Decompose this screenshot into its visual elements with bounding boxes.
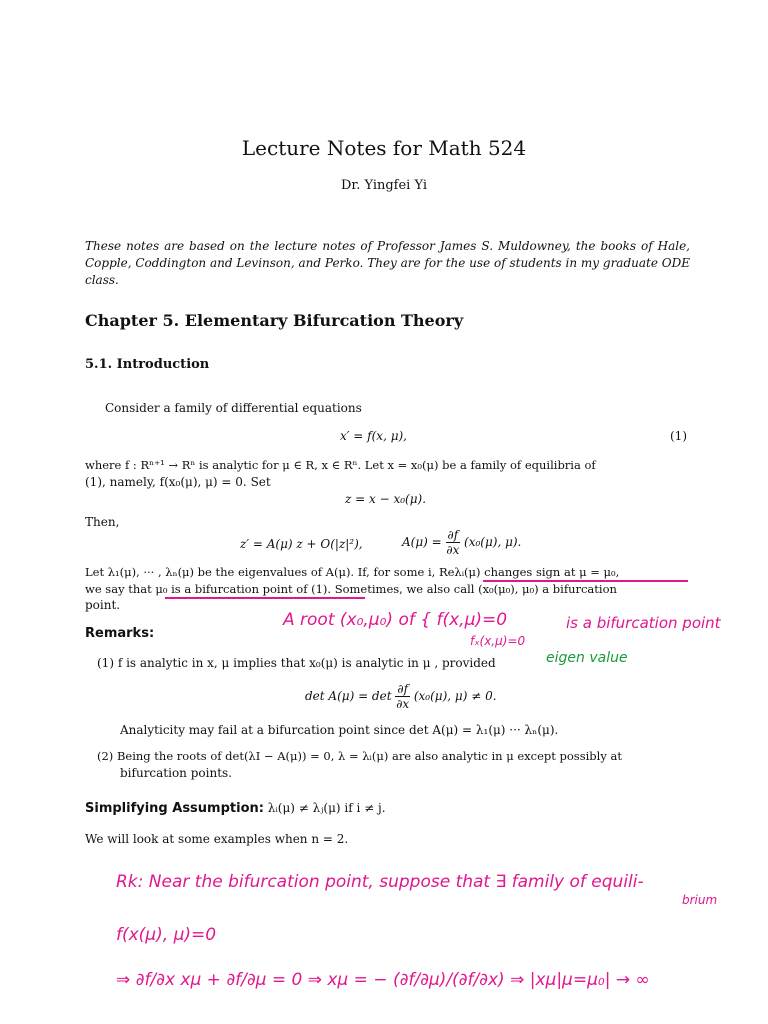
r1-det-lhs: det A(μ) = det	[305, 689, 392, 703]
let-line-3: point.	[85, 598, 121, 612]
simplifying-label: Simplifying Assumption:	[85, 801, 264, 816]
r1-denominator: ∂x	[396, 697, 410, 711]
handwritten-remark-line-1: Rk: Near the bifurcation point, suppose that ∃ family of equili-	[116, 872, 644, 892]
let-line-2: we say that μ₀ is a bifurcation point of (1). Sometimes, we also call (x₀(μ₀), μ₀) a bifurcation	[85, 582, 617, 596]
r1-det-rhs: (x₀(μ), μ) ≠ 0.	[413, 689, 497, 703]
equation-3-right	[402, 528, 521, 557]
handwritten-note-eigenvalue: eigen value	[546, 650, 628, 666]
handwritten-note-fx: fₓ(x,μ)=0	[470, 634, 526, 648]
intro-text: Consider a family of differential equations	[105, 401, 362, 415]
section-heading: 5.1. Introduction	[85, 357, 210, 372]
chapter-heading: Chapter 5. Elementary Bifurcation Theory	[85, 311, 464, 330]
equation-1: x′ = f(x, μ),	[340, 429, 407, 443]
abstract: These notes are based on the lecture notes of Professor James S. Muldowney, the books of Hale, Copple, Coddington and Levinson, and Perko. They are for the use of students in my graduate ODE class.	[85, 239, 690, 287]
handwritten-note-root: A root (x₀,μ₀) of { f(x,μ)=0	[283, 610, 508, 630]
r1-fraction	[395, 682, 410, 711]
eq3-lhs: A(μ) =	[402, 535, 442, 549]
equation-1-number: (1)	[670, 429, 687, 443]
remark-2-line-2: bifurcation points.	[120, 766, 232, 780]
pen-underline-1	[483, 580, 688, 582]
eq3-numerator: ∂f	[447, 528, 459, 542]
simplifying-text: λᵢ(μ) ≠ λⱼ(μ) if i ≠ j.	[263, 801, 386, 815]
eq3-fraction	[446, 528, 461, 557]
eq3-rhs: (x₀(μ), μ).	[464, 535, 522, 549]
handwritten-remark-brium: brium	[682, 893, 718, 907]
handwritten-note-bifurcation: is a bifurcation point	[566, 614, 721, 632]
simplifying-assumption	[85, 800, 386, 817]
author: Dr. Yingfei Yi	[341, 178, 427, 193]
handwritten-remark-line-2: f(x(μ), μ)=0	[116, 925, 217, 945]
examples-text: We will look at some examples when n = 2.	[85, 832, 349, 846]
remark-1: (1) f is analytic in x, μ implies that x₀(μ) is analytic in μ , provided	[97, 656, 496, 670]
where-line-1: where f : Rⁿ⁺¹ → Rⁿ is analytic for μ ∈ R, x ∈ Rⁿ. Let x = x₀(μ) be a family of equilibria of	[85, 458, 596, 472]
remark-2-line-1: (2) Being the roots of det(λI − A(μ)) = 0, λ = λᵢ(μ) are also analytic in μ except possibly at	[97, 749, 622, 763]
then-text: Then,	[85, 515, 120, 529]
let-line-1: Let λ₁(μ), ··· , λₙ(μ) be the eigenvalues of A(μ). If, for some i, Reλᵢ(μ) changes sign at μ = μ₀,	[85, 565, 620, 579]
r1-numerator: ∂f	[397, 682, 409, 696]
remark-1-analyticity: Analyticity may fail at a bifurcation point since det A(μ) = λ₁(μ) ··· λₙ(μ).	[120, 723, 559, 737]
page-title: Lecture Notes for Math 524	[241, 136, 527, 160]
handwritten-remark-line-3: ⇒ ∂f/∂x xμ + ∂f/∂μ = 0 ⇒ xμ = − (∂f/∂μ)/(∂f/∂x) ⇒ |xμ|μ=μ₀| → ∞	[116, 970, 650, 990]
pen-underline-2	[165, 597, 365, 599]
where-line-2: (1), namely, f(x₀(μ), μ) = 0. Set	[85, 475, 271, 489]
equation-3-left: z′ = A(μ) z + O(|z|²),	[240, 537, 363, 551]
equation-2: z = x − x₀(μ).	[345, 492, 427, 506]
eq3-denominator: ∂x	[446, 543, 460, 557]
remarks-heading: Remarks:	[85, 626, 155, 641]
remark-1-equation	[305, 682, 497, 711]
